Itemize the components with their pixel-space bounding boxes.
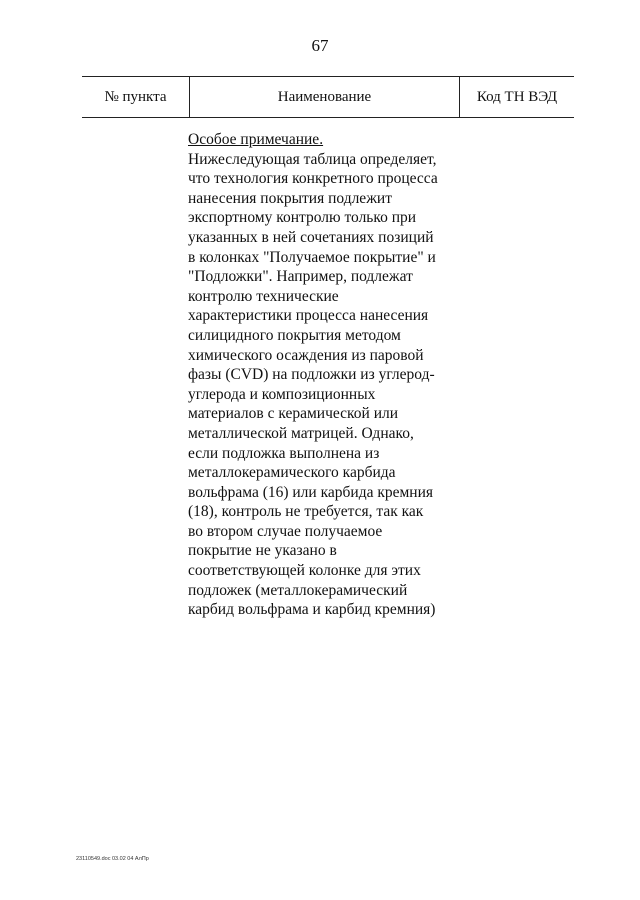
note-line: углерода и композиционных [188,385,376,403]
note-line: фазы (CVD) на подложки из углерод- [188,366,435,384]
table-header [82,76,574,118]
note-line: (18), контроль не требуется, так как [188,503,424,521]
note-line: "Подложки". Например, подлежат [188,268,413,286]
note-line: что технология конкретного процесса [188,170,438,188]
note-line: подложек (металлокерамический [188,581,408,599]
note-line: характеристики процесса нанесения [188,307,429,325]
note-line: если подложка выполнена из [188,444,380,462]
note-line: Нижеследующая таблица определяет, [188,150,437,168]
note-line: указанных в ней сочетаниях позиций [188,228,434,246]
note-line: контролю технические [188,287,339,305]
header-cell-item-number: № пункта [82,77,190,117]
note-line: металлической матрицей. Однако, [188,424,414,442]
note-line: химического осаждения из паровой [188,346,424,364]
note-line: покрытие не указано в [188,542,337,560]
note-line: силицидного покрытия методом [188,326,401,344]
note-line: экспортному контролю только при [188,209,417,227]
note-title: Особое примечание. [188,131,324,148]
note-line: нанесения покрытия подлежит [188,189,392,207]
page-number: 67 [311,36,329,55]
note-line: материалов с керамической или [188,405,399,423]
note-line: во втором случае получаемое [188,522,383,540]
header-cell-tnved-code: Код ТН ВЭД [476,88,558,105]
note-line: карбид вольфрама и карбид кремния) [188,601,436,619]
footer-document-id: 23110549.doc 03.02 04 АлПр [76,856,149,862]
note-line: соответствующей колонке для этих [188,562,421,580]
note-line: в колонках "Получаемое покрытие" и [188,248,436,266]
note-line: металлокерамического карбида [188,464,396,482]
note-line: вольфрама (16) или карбида кремния [188,483,434,501]
header-cell-name: Наименование [190,77,460,117]
special-note [188,130,468,620]
